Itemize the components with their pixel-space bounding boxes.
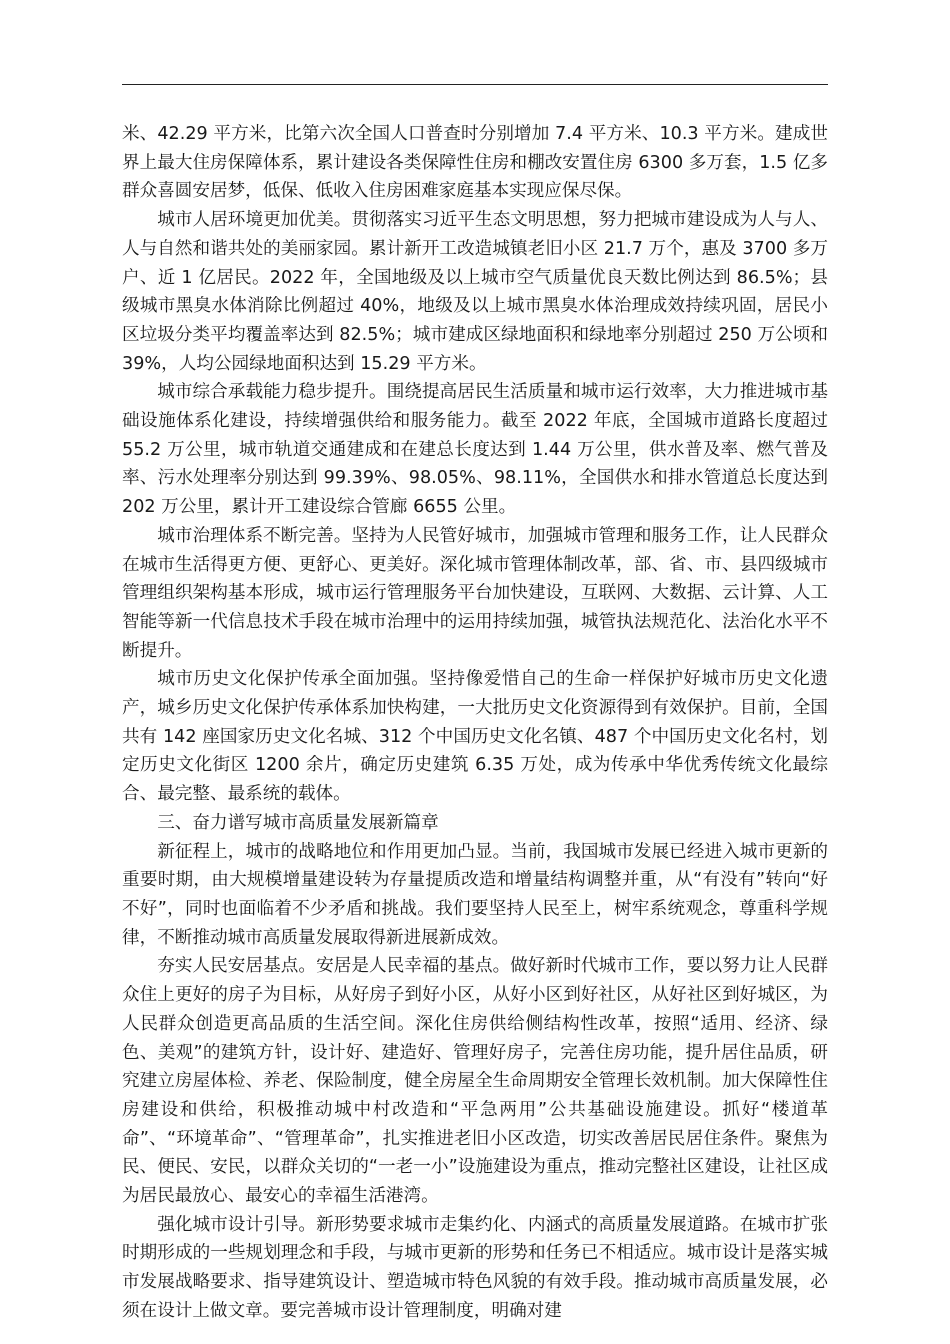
paragraph: 城市人居环境更加优美。贯彻落实习近平生态文明思想，努力把城市建设成为人与人、人与自然和谐共处的美丽家园。累计新开工改造城镇老旧小区 21.7 万个，惠及 3700 多万户、近 1 亿居民。2022 年，全国地级及以上城市空气质量优良天数比例达到 86.5%；县级城市黑臭水体消除比例超过 40%，地级及以上城市黑臭水体治理成效持续巩固，居民小区垃圾分类平均覆盖率达到 82.5%；城市建成区绿地面积和绿地率分别超过 250 万公顷和 39%，人均公园绿地面积达到 15.29 平方米。: [122, 210, 828, 374]
paragraph: 城市综合承载能力稳步提升。围绕提高居民生活质量和城市运行效率，大力推进城市基础设施体系化建设，持续增强供给和服务能力。截至 2022 年底，全国城市道路长度超过 55.2 万公里，城市轨道交通建成和在建总长度达到 1.44 万公里，供水普及率、燃气普及率、污水处理率分别达到 99.39%、98.05%、98.11%，全国供水和排水管道总长度达到 202 万公里，累计开工建设综合管廊 6655 公里。: [122, 382, 828, 518]
paragraph: 城市历史文化保护传承全面加强。坚持像爱惜自己的生命一样保护好城市历史文化遗产，城乡历史文化保护传承体系加快构建，一大批历史文化资源得到有效保护。目前，全国共有 142 座国家历史文化名城、312 个中国历史文化名镇、487 个中国历史文化名村，划定历史文化街区 1200 余片，确定历史建筑 6.35 万处，成为传承中华优秀传统文化最综合、最完整、最系统的载体。: [122, 669, 828, 805]
document-body: [122, 120, 828, 1326]
paragraph: 强化城市设计引导。新形势要求城市走集约化、内涵式的高质量发展道路。在城市扩张时期形成的一些规划理念和手段，与城市更新的形势和任务已不相适应。城市设计是落实城市发展战略要求、指导建筑设计、塑造城市特色风貌的有效手段。推动城市高质量发展，必须在设计上做文章。要完善城市设计管理制度，明确对建: [122, 1214, 828, 1321]
section-heading: 三、奋力谱写城市高质量发展新篇章: [157, 812, 439, 833]
paragraph: 新征程上，城市的战略地位和作用更加凸显。当前，我国城市发展已经进入城市更新的重要时期，由大规模增量建设转为存量提质改造和增量结构调整并重，从“有没有”转向“好不好”，同时也面临着不少矛盾和挑战。我们要坚持人民至上，树牢系统观念，尊重科学规律，不断推动城市高质量发展取得新进展新成效。: [122, 841, 828, 948]
paragraph: 夯实人民安居基点。安居是人民幸福的基点。做好新时代城市工作，要以努力让人民群众住上更好的房子为目标，从好房子到好小区，从好小区到好社区，从好社区到好城区，为人民群众创造更高品质的生活空间。深化住房供给侧结构性改革，按照“适用、经济、绿色、美观”的建筑方针，设计好、建造好、管理好房子，完善住房功能，提升居住品质，研究建立房屋体检、养老、保险制度，健全房屋全生命周期安全管理长效机制。加大保障性住房建设和供给，积极推动城中村改造和“平急两用”公共基础设施建设。抓好“楼道革命”、“环境革命”、“管理革命”，扎实推进老旧小区改造，切实改善居民居住条件。聚焦为民、便民、安民，以群众关切的“一老一小”设施建设为重点，推动完整社区建设，让社区成为居民最放心、最安心的幸福生活港湾。: [122, 956, 828, 1207]
paragraph: 米、42.29 平方米，比第六次全国人口普查时分别增加 7.4 平方米、10.3 平方米。建成世界上最大住房保障体系，累计建设各类保障性住房和棚改安置住房 6300 多万套，1.5 亿多群众喜圆安居梦，低保、低收入住房困难家庭基本实现应保尽保。: [122, 124, 828, 202]
header-rule: [122, 84, 828, 85]
paragraph: 城市治理体系不断完善。坚持为人民管好城市，加强城市管理和服务工作，让人民群众在城市生活得更方便、更舒心、更美好。深化城市管理体制改革，部、省、市、县四级城市管理组织架构基本形成，城市运行管理服务平台加快建设，互联网、大数据、云计算、人工智能等新一代信息技术手段在城市治理中的运用持续加强，城管执法规范化、法治化水平不断提升。: [122, 525, 828, 661]
